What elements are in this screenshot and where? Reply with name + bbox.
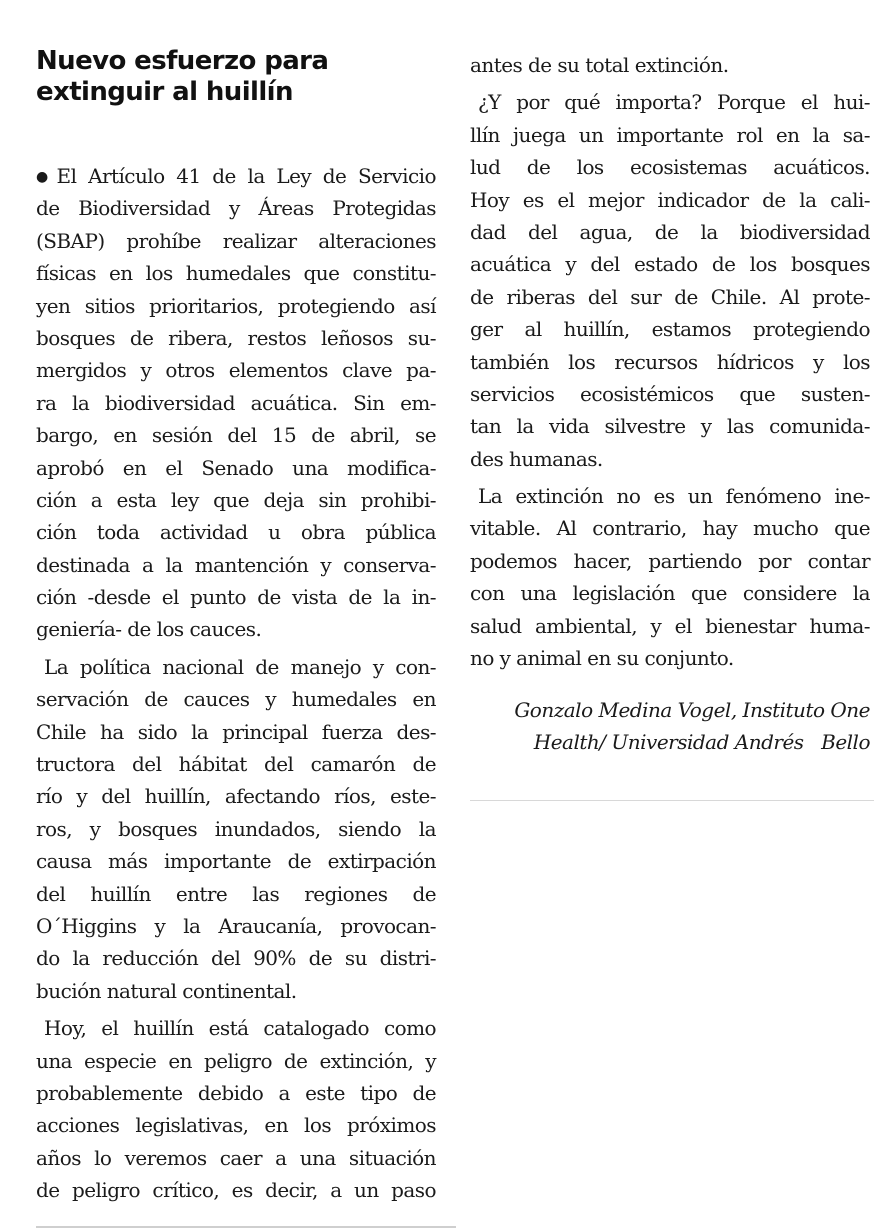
body-line: La extinción no es un fenómeno ine- [478,484,870,509]
body-line: también los recursos hídricos y los [470,349,870,374]
body-line: acciones legislativas, en los próximos [36,1113,436,1138]
body-line: ra la biodiversidad acuática. Sin em- [36,390,436,415]
body-line: ger al huillín, estamos protegiendo [470,317,870,342]
headline [36,46,436,108]
body-line: Hoy es el mejor indicador de la cali- [470,187,870,212]
body-line: años lo veremos caer a una situación [36,1145,436,1170]
body-line: dad del agua, de la biodiversidad [470,219,870,244]
body-line: bargo, en sesión del 15 de abril, se [36,423,436,448]
headline-line: Nuevo esfuerzo para [36,46,329,76]
body-line: podemos hacer, partiendo por contar [470,548,870,573]
body-line: do la reducción del 90% de su distri- [36,946,436,971]
body-line: servación de cauces y humedales en [36,687,436,712]
body-line: ción -desde el punto de vista de la in- [36,585,436,610]
author-signature [470,694,870,758]
body-line: ros, y bosques inundados, siendo la [36,816,436,841]
body-line: ción a esta ley que deja sin prohibi- [36,487,436,512]
body-line: tan la vida silvestre y las comunida- [470,414,870,439]
body-line: des humanas. [470,446,603,471]
body-line: de riberas del sur de Chile. Al prote- [470,284,870,309]
body-line: no y animal en su conjunto. [470,646,734,671]
body-line: físicas en los humedales que constitu- [36,261,436,286]
body-line-text: El Artículo 41 de la Ley de Servicio [56,164,436,188]
body-line: Hoy, el huillín está catalogado como [44,1016,436,1041]
body-line: (SBAP) prohíbe realizar alteraciones [36,228,436,253]
body-line: ¿Y por qué importa? Porque el hui- [478,90,870,115]
body-line: Chile ha sido la principal fuerza des- [36,719,436,744]
body-line: de peligro crítico, es decir, a un paso [36,1178,436,1203]
left-body [36,160,436,1207]
body-line: una especie en peligro de extinción, y [36,1048,436,1073]
left-column [36,0,436,1207]
body-line: con una legislación que considere la [470,581,870,606]
body-line: bución natural continental. [36,978,297,1003]
right-body [470,49,870,674]
body-line: acuática y del estado de los bosques [470,252,870,277]
body-line: aprobó en el Senado una modifica- [36,455,436,480]
body-line: geniería- de los cauces. [36,617,262,642]
body-line: probablemente debido a este tipo de [36,1080,436,1105]
body-line [36,160,436,192]
body-line: destinada a la mantención y conserva- [36,552,436,577]
body-line: del huillín entre las regiones de [36,881,436,906]
body-line: yen sitios prioritarios, protegiendo así [36,293,436,318]
signature-line: Health/ Universidad Andrés Bello [533,730,870,755]
body-line: ción toda actividad u obra pública [36,520,436,545]
body-line: llín juega un importante rol en la sa- [470,122,870,147]
body-line: bosques de ribera, restos leñosos su- [36,325,436,350]
body-line: La política nacional de manejo y con- [44,654,436,679]
right-column [470,0,870,758]
body-line: de Biodiversidad y Áreas Protegidas [36,196,436,221]
bullet-icon: ● [36,169,54,185]
bottom-divider [36,1226,456,1228]
body-line: vitable. Al contrario, hay mucho que [470,516,870,541]
body-line: servicios ecosistémicos que susten- [470,381,870,406]
signature-line: Gonzalo Medina Vogel, Instituto One [514,698,870,723]
body-line: O´Higgins y la Araucanía, provocan- [36,913,436,938]
body-line: causa más importante de extirpación [36,849,436,874]
column-end-rule [470,800,874,801]
body-line: salud ambiental, y el bienestar huma- [470,613,870,638]
body-line: lud de los ecosistemas acuáticos. [470,155,870,180]
headline-line: extinguir al huillín [36,77,293,107]
body-line: río y del huillín, afectando ríos, este- [36,784,436,809]
body-line: tructora del hábitat del camarón de [36,752,436,777]
body-line: antes de su total extinción. [470,53,729,77]
body-line: mergidos y otros elementos clave pa- [36,358,436,383]
